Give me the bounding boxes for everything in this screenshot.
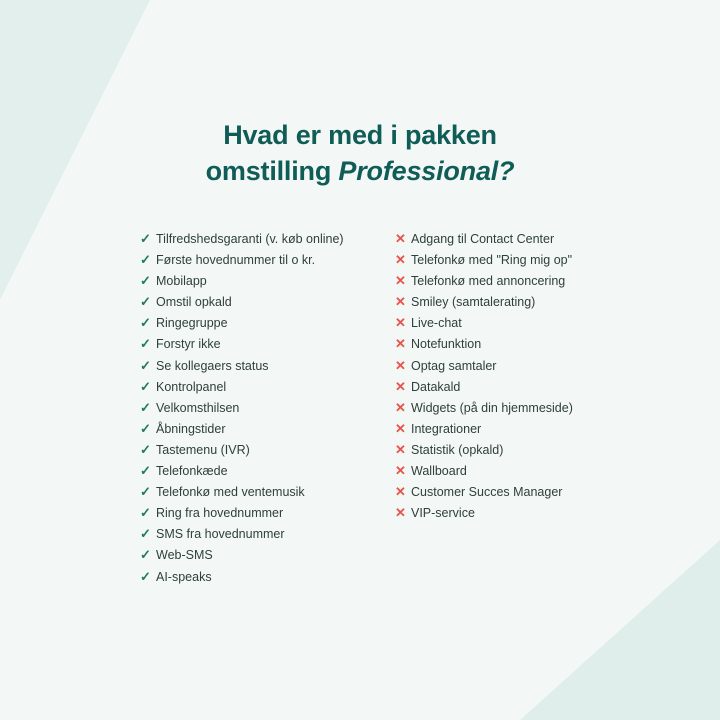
check-icon: ✓ [140,420,151,436]
excluded-features-list [395,232,675,520]
check-icon: ✓ [140,357,151,373]
page-title-line-1: Hvad er med i pakken [223,120,497,150]
list-item [395,506,675,520]
list-item-label: Notefunktion [411,337,482,352]
list-item-label: Adgang til Contact Center [411,232,555,246]
check-icon: ✓ [140,315,151,331]
page-title-emphasis: Professional? [338,155,515,186]
list-item-label: Telefonkø med "Ring mig op" [411,253,573,268]
cross-icon: ✕ [395,441,406,457]
cross-icon: ✕ [395,252,406,268]
page-title-line-2-prefix: omstilling [205,155,339,186]
page-title-line-2 [0,154,720,190]
list-item [140,232,395,246]
list-item-label: Smiley (samtalerating) [411,295,536,310]
list-item-label: SMS fra hovednummer [156,527,285,542]
list-item-label: Forstyr ikke [156,337,221,352]
list-item [395,380,675,394]
list-item-label: Åbningstider [156,421,226,436]
list-item-label: Første hovednummer til o kr. [156,253,316,268]
list-item-label: Kontrolpanel [156,379,227,394]
list-item-label: Optag samtaler [411,358,497,373]
excluded-features-column [395,232,675,591]
cross-icon: ✕ [395,420,406,436]
list-item [140,548,395,562]
check-icon: ✓ [140,526,151,542]
list-item [140,337,395,351]
list-item-label: AI-speaks [156,569,212,584]
list-item [395,274,675,288]
list-item-label: Customer Succes Manager [411,485,563,500]
check-icon: ✓ [140,463,151,479]
cross-icon: ✕ [395,294,406,310]
list-item [140,401,395,415]
feature-columns [0,232,720,591]
list-item [140,380,395,394]
list-item-label: Integrationer [411,421,482,436]
list-item-label: Ringegruppe [156,316,228,331]
list-item [395,316,675,330]
list-item [140,422,395,436]
list-item-label: VIP-service [411,506,475,521]
cross-icon: ✕ [395,336,406,352]
list-item-label: Statistik (opkald) [411,442,504,457]
list-item [140,274,395,288]
check-icon: ✓ [140,484,151,500]
list-item [395,253,675,267]
check-icon: ✓ [140,294,151,310]
check-icon: ✓ [140,547,151,563]
list-item [140,464,395,478]
cross-icon: ✕ [395,378,406,394]
cross-icon: ✕ [395,357,406,373]
check-icon: ✓ [140,568,151,584]
list-item [395,401,675,415]
check-icon: ✓ [140,336,151,352]
list-item-label: Web-SMS [156,548,213,563]
list-item-label: Widgets (på din hjemmeside) [411,400,573,415]
list-item-label: Telefonkø med annoncering [411,274,566,289]
list-item [395,443,675,457]
list-item [395,485,675,499]
list-item [140,443,395,457]
list-item-label: Live-chat [411,316,462,331]
list-item-label: Tilfredshedsgaranti (v. køb online) [156,232,344,246]
list-item [140,253,395,267]
list-item-label: Se kollegaers status [156,358,269,373]
list-item [395,422,675,436]
list-item [140,295,395,309]
cross-icon: ✕ [395,463,406,479]
list-item-label: Tastemenu (IVR) [156,442,250,457]
list-item-label: Velkomsthilsen [156,400,240,415]
check-icon: ✓ [140,273,151,289]
list-item [140,485,395,499]
list-item [395,337,675,351]
list-item [140,570,395,584]
check-icon: ✓ [140,231,151,246]
list-item [395,295,675,309]
cross-icon: ✕ [395,505,406,521]
check-icon: ✓ [140,252,151,268]
check-icon: ✓ [140,399,151,415]
list-item-label: Telefonkæde [156,464,228,479]
cross-icon: ✕ [395,273,406,289]
list-item-label: Mobilapp [156,274,207,289]
cross-icon: ✕ [395,399,406,415]
list-item [395,232,675,246]
list-item [140,359,395,373]
list-item-label: Ring fra hovednummer [156,506,284,521]
page-title [0,118,720,190]
check-icon: ✓ [140,441,151,457]
list-item [395,359,675,373]
check-icon: ✓ [140,505,151,521]
list-item-label: Telefonkø med ventemusik [156,485,305,500]
included-features-list [140,232,395,584]
check-icon: ✓ [140,378,151,394]
included-features-column [140,232,395,591]
list-item [140,527,395,541]
list-item [140,316,395,330]
cross-icon: ✕ [395,484,406,500]
list-item-label: Datakald [411,379,461,394]
cross-icon: ✕ [395,315,406,331]
list-item [140,506,395,520]
cross-icon: ✕ [395,231,406,246]
list-item-label: Wallboard [411,464,467,479]
list-item [395,464,675,478]
list-item-label: Omstil opkald [156,295,232,310]
